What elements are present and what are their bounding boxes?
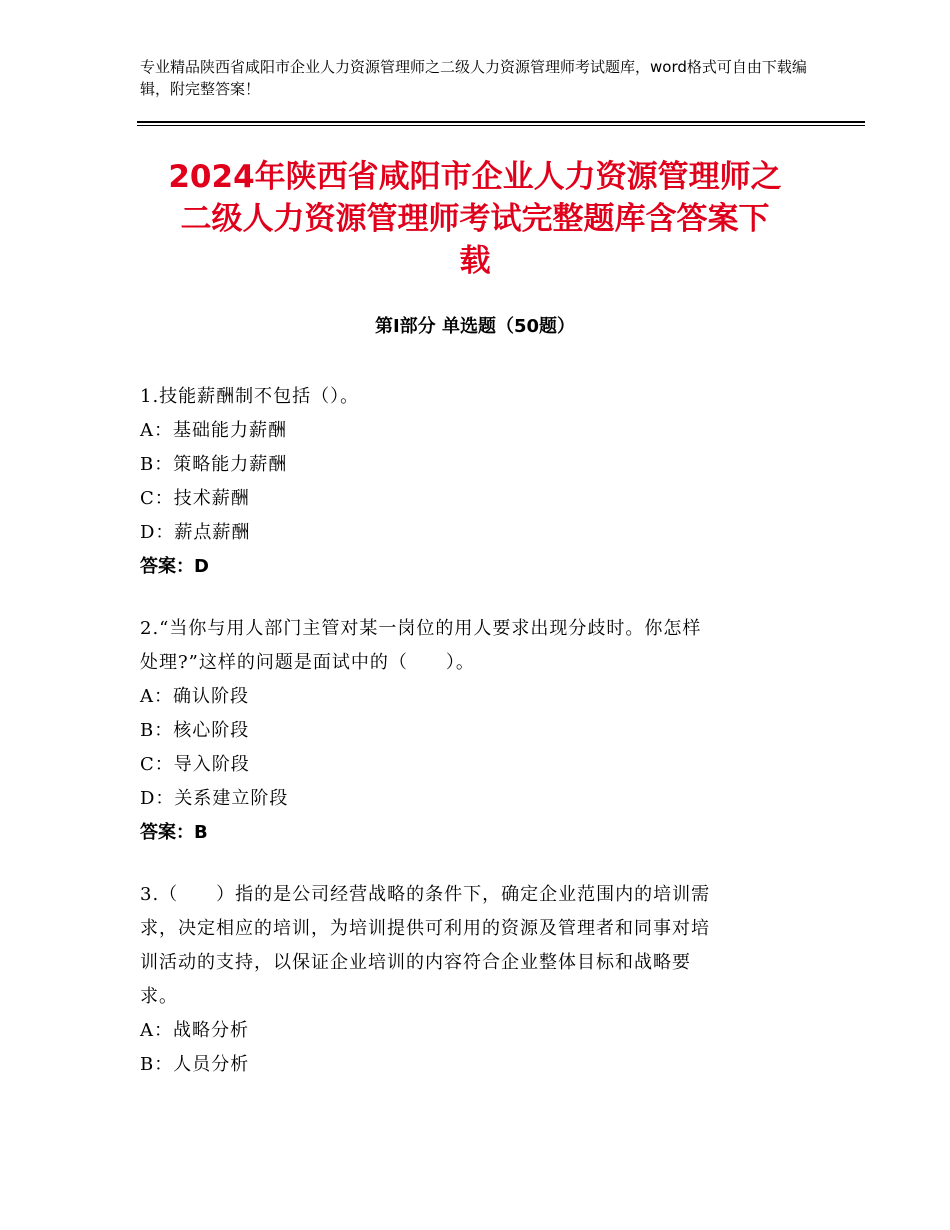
question-stem: 1.技能薪酬制不包括（）。 <box>140 386 360 407</box>
answer: 答案：B <box>140 822 208 843</box>
header-rule-thin <box>137 125 865 126</box>
question-stem: 求。 <box>140 986 178 1007</box>
question-3 <box>140 878 810 1082</box>
title-line: 二级人力资源管理师考试完整题库含答案下 <box>180 201 770 237</box>
option-d: D：关系建立阶段 <box>140 788 289 809</box>
question-1 <box>140 380 810 584</box>
option-b: B：策略能力薪酬 <box>140 454 288 475</box>
question-2 <box>140 612 810 850</box>
option-a: A：战略分析 <box>140 1020 249 1041</box>
header-rule-thick <box>137 121 865 123</box>
title-line: 载 <box>459 243 491 279</box>
question-stem: 训活动的支持，以保证企业培训的内容符合企业整体目标和战略要 <box>140 952 691 973</box>
option-b: B：核心阶段 <box>140 720 250 741</box>
question-stem: 处理?”这样的问题是面试中的（ ）。 <box>140 652 475 673</box>
document-title <box>120 156 830 282</box>
option-d: D：薪点薪酬 <box>140 522 251 543</box>
option-c: C：导入阶段 <box>140 754 250 775</box>
title-line: 2024年陕西省咸阳市企业人力资源管理师之 <box>168 159 782 195</box>
option-a: A：确认阶段 <box>140 686 249 707</box>
option-c: C：技术薪酬 <box>140 488 250 509</box>
answer: 答案：D <box>140 556 209 577</box>
question-stem: 求，决定相应的培训，为培训提供可利用的资源及管理者和同事对培 <box>140 918 710 939</box>
question-stem: 3.（ ）指的是公司经营战略的条件下，确定企业范围内的培训需 <box>140 884 711 905</box>
header-note: 专业精品陕西省咸阳市企业人力资源管理师之二级人力资源管理师考试题库，word格式可自由下载编辑，附完整答案！ <box>140 58 807 98</box>
question-stem: 2.“当你与用人部门主管对某一岗位的用人要求出现分歧时。你怎样 <box>140 618 702 639</box>
section-title: 第Ⅰ部分 单选题（50题） <box>374 316 575 337</box>
question-list <box>140 380 810 1110</box>
option-b: B：人员分析 <box>140 1054 250 1075</box>
option-a: A：基础能力薪酬 <box>140 420 287 441</box>
